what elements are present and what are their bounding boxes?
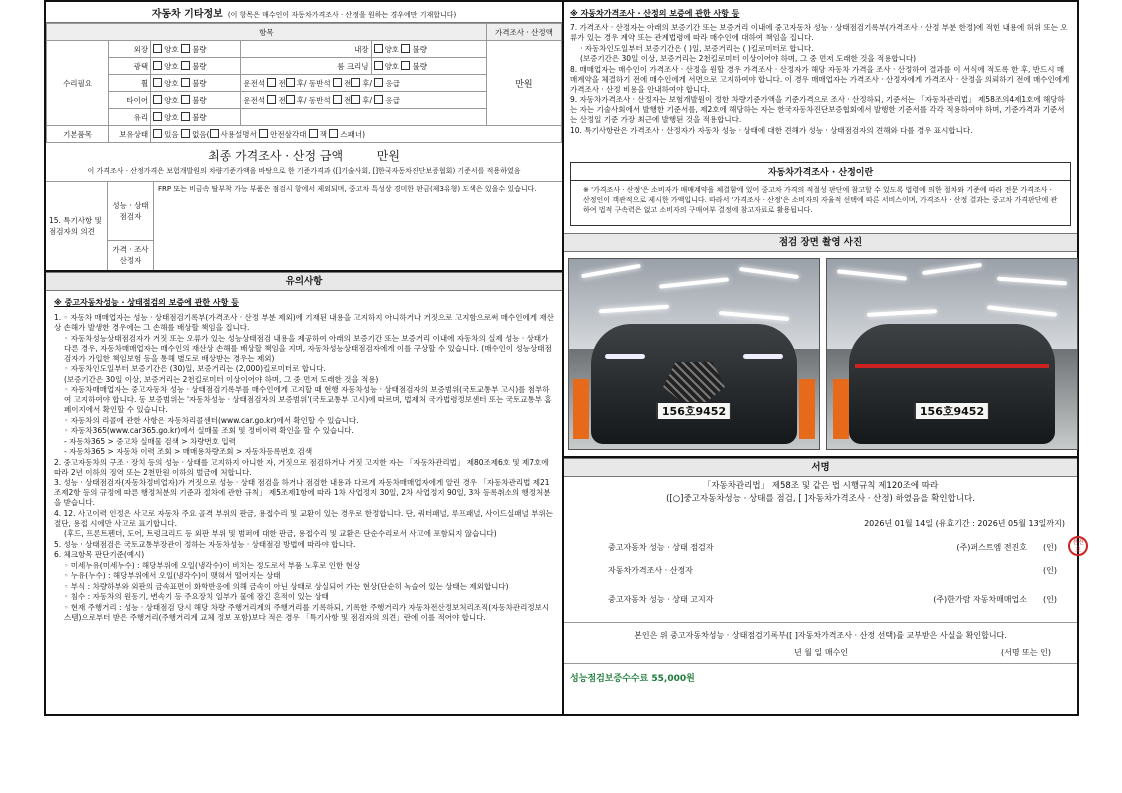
list-item: 6. 체크항목 판단기준(예시) xyxy=(54,550,145,559)
notice-list xyxy=(54,313,556,623)
law-line: 「자동차관리법」 제58조 및 같은 법 시행규칙 제120조에 따라 xyxy=(702,481,939,491)
signature-intro xyxy=(564,480,1077,506)
row-tire-label: 타이어 xyxy=(109,92,151,109)
row-room-label: 룸 크리닝 xyxy=(241,58,371,75)
tire-seats[interactable]: 운전석 전 후/ 동반석 전 후/ 응급 xyxy=(241,92,486,109)
list-item: (후드, 프론트펜더, 도어, 트렁크리드 등 외판 부위 및 범퍼에 대한 판금, 용접수리 및 교환은 단순수리로서 사고에 포함되지 않습니다) xyxy=(64,529,497,538)
exterior-options[interactable]: 양호 불량 xyxy=(151,41,241,58)
list-item: ◦ 침수 : 자동차의 원동기, 변속기 등 주요장치 일부가 물에 잠긴 흔적이 있는 상태 xyxy=(64,592,329,601)
notice-section xyxy=(46,291,562,623)
other-info-title: 자동차 기타정보 xyxy=(151,9,223,20)
inspector-opinion-label: 성능 · 상태 점검자 xyxy=(108,182,154,241)
guarantee-fee: 성능점검보증수수료 55,000원 xyxy=(570,674,695,684)
notice-heading: ※ 중고자동차성능 · 상태점검의 보증에 관한 사항 등 xyxy=(54,298,239,307)
tire-options[interactable]: 양호 불량 xyxy=(151,92,241,109)
gloss-options[interactable]: 양호 불량 xyxy=(151,58,241,75)
rear-photo[interactable] xyxy=(826,258,1078,450)
role-name: (주)퍼스트엠 전진호 xyxy=(956,543,1027,552)
list-item: (보증기간은 30일 이상, 보증거리는 2천킬로미터 이상이어야 하며, 그 중 먼저 도래한 것을 적용) xyxy=(64,374,379,384)
list-item: ◦ 자동차의 리콜에 관한 사항은 자동차리콜센터(www.car.go.kr)에서 확인할 수 있습니다. xyxy=(64,415,359,425)
row-gloss-label: 광택 xyxy=(109,58,151,75)
glass-options[interactable]: 양호 불량 xyxy=(151,109,241,126)
inspection-record-page xyxy=(44,0,1084,716)
inspector-seal: 전진호 xyxy=(1068,536,1088,556)
role-name: (주)한가람 자동차매매업소 xyxy=(933,595,1027,604)
room-options[interactable]: 양호 불량 xyxy=(371,58,486,75)
role-label: 자동차가격조사 · 산정자 xyxy=(608,566,693,575)
signature-role-row xyxy=(608,594,1057,605)
list-item: ◦ 누유(누수) : 해당부위에서 오일(냉각수)이 맺혀서 떨어지는 상태 xyxy=(64,571,281,580)
basic-items-options[interactable]: 있음 없음( 사용설명서 안전삼각대 잭 스패너) xyxy=(151,126,562,143)
interior-options[interactable]: 양호 불량 xyxy=(371,41,486,58)
list-item: - 자동차365 > 자동차 이력 조회 > 매매용차량조회 > 자동차등록번호 검색 xyxy=(64,447,313,456)
row-status-label: 보유상태 xyxy=(109,126,151,143)
front-photo[interactable] xyxy=(568,258,820,450)
photos-band: 점검 장면 촬영 사진 xyxy=(564,233,1077,252)
col-price-header: 가격조사 · 산정액 xyxy=(486,24,561,41)
rear-plate: 156호9452 xyxy=(915,402,989,420)
car-front-view xyxy=(591,324,797,444)
final-price-line xyxy=(46,143,562,164)
list-item: 1. ◦ 자동차 매매업자는 성능 · 상태점검기록부(가격조사 · 산정 부분 제외)에 기재된 내용을 고지하지 아니하거나 거짓으로 고지함으로써 매수인에게 재산상 손해가 발생한 경우에는 그 손해를 배상할 책임을 집니다. xyxy=(54,313,554,332)
final-price-section xyxy=(46,143,562,182)
car-rear-view xyxy=(849,324,1055,444)
list-item: ◦ 미세누유(미세누수) : 해당부위에 오일(냉각수)이 비치는 정도로서 부품 노후로 인한 현상 xyxy=(64,560,361,570)
row-wheel-label: 휠 xyxy=(109,75,151,92)
receipt-line: 본인은 위 중고자동차성능 · 상태점검기록부([ ]자동차가격조사 · 산정 선택)를 교부받은 사실을 확인합니다. xyxy=(634,631,1007,640)
date-line: 2026년 01월 14일 (유효기간 : 2026년 05월 13일까지) xyxy=(864,519,1065,528)
other-info-header xyxy=(46,2,562,23)
list-item: (보증기간은 30일 이상, 보증거리는 2천킬로미터 이상이어야 하며, 그 중 먼저 도래한 것을 적용합니다) xyxy=(580,54,917,63)
confirm-line: ([○]중고자동차성능 · 상태를 점검, [ ]자동차가격조사 · 산정) 하였음을 확인합니다. xyxy=(666,494,975,504)
appraisal-info-box xyxy=(570,162,1071,226)
other-info-table xyxy=(46,23,562,143)
list-item: ◦ 자동차매매업자는 중고자동차 성능 · 상태점검기록부를 매수인에게 고지할 때 현행 자동차성능 · 상태점검자의 보증범위(국토교통부 고시)를 첨부하여 고지하여야 합니다. 동 보증범위는 '자동차성능 · 상태점검자의 보증범위'(국토교통부 고시)에 따르며, 법제처 국가법령정보센터 또는 국토교통부 홈페이지에서 확인할 수 있습니다. xyxy=(64,385,552,414)
list-item: ◦ 자동차365(www.car365.go.kr)에서 실매물 조회 및 정비이력 확인을 할 수 있습니다. xyxy=(64,426,354,435)
appraisal-box-text: ※ '가격조사 · 산정'은 소비자가 매매계약을 체결함에 있어 중고차 가격의 적절성 판단에 참고할 수 있도록 법령에 의한 절차와 기준에 따라 전문 가격조사 · 산정인이 객관적으로 제시한 가액입니다. 따라서 '가격조사 · 산정'은 소비자의 자율적 선택에 따른 서비스이며, 가격조사 · 산정 결과는 중고차 가격판단에 관하여 법적 구속력은 없고 소비자의 구매여부 결정에 참고자료로 활용됩니다. xyxy=(583,186,1058,214)
signature-band: 서명 xyxy=(564,458,1077,477)
list-item: 5. 성능 · 상태점검은 국토교통부장관이 정하는 자동차성능 · 상태점검 방법에 따라야 합니다. xyxy=(54,539,356,549)
role-label: 중고자동차 성능 · 상태 점검자 xyxy=(608,543,714,552)
list-item: ◦ 자동차인도일부터 보증기간은 (30)일, 보증거리는 (2,000)킬로미터로 합니다. xyxy=(64,364,326,373)
list-item: 8. 매매업자는 매수인이 가격조사 · 산정을 원할 경우 가격조사 · 산정자가 해당 자동차 가격을 조사 · 산정하여 결과를 이 서식에 적도록 한 후, 반드시 매매계약을 체결하기 전에 매수인에게 서면으로 고지하여야 합니다. 이 경우 매매업자는 가격조사 · 산정자에게 가격조사 · 산정을 의뢰하기 전에 매수인에게 가격조사 · 산정 비용을 안내하여야 합니다. xyxy=(570,64,1070,94)
role-sign[interactable]: (인) xyxy=(1043,566,1057,575)
list-item: 2. 중고자동차의 구조 · 장치 등의 성능 · 상태를 고지하지 아니한 자, 거짓으로 점검하거나 거짓 고지한 자는 「자동차관리법」 제80조제6호 및 제7호에 따라 2년 이하의 징역 또는 2천만원 이하의 벌금에 처합니다. xyxy=(54,457,549,477)
row-exterior-label: 외장 xyxy=(109,41,151,58)
other-info-subtitle: (이 항목은 매수인이 자동차가격조사 · 산정을 원하는 경우에만 기재합니다) xyxy=(227,11,457,19)
left-column xyxy=(46,2,564,714)
front-plate: 156호9452 xyxy=(657,402,731,420)
list-item: - 자동차365 > 중고차 실매물 검색 > 차량번호 입력 xyxy=(64,436,236,446)
group-repair-label: 수리필요 xyxy=(47,41,109,126)
list-item: 7. 가격조사 · 산정자는 아래의 보증기간 또는 보증거리 이내에 중고자동차 성능 · 상태점검기록부(가격조사 · 산정 부분 한정)에 적힌 내용에 허위 또는 오류가 있는 경우 계약 또는 관계법령에 따라 매수인에 대하여 책임을 집니다. xyxy=(570,23,1068,42)
list-item: · 자동차인도일부터 보증기간은 ( )일, 보증거리는 ( )킬로미터로 합니다. xyxy=(580,43,814,53)
receipt-date: 년 월 일 매수인 xyxy=(794,648,848,657)
list-item: 3. 성능 · 상태점검자(자동차정비업자)가 거짓으로 성능 · 상태 점검을 하거나 점검한 내용과 다르게 자동차매매업자에게 알린 경우 「자동차관리법 제21조제2항 등의 규정에 따른 행정처분의 기준과 절차에 관한 규칙」 제5조제1항에 따라 1차 사업정지 30일, 2차 사업정지 90일, 3차 등록취소의 행정처분을 받습니다. xyxy=(54,478,551,507)
group-basic-label: 기본품목 xyxy=(47,126,109,143)
role-sign[interactable]: (인) xyxy=(1043,595,1057,604)
final-price-unit[interactable]: 만원 xyxy=(376,149,400,163)
list-item: ◦ 현재 주행거리 : 성능 · 상태점검 당시 해당 차량 주행거리계의 주행거리를 기록하되, 기록한 주행거리가 자동차전산정보처리조직(자동차관리정보시스템)으로부터 받은 주행거리(주행거리계 교체 정보 포함)보다 적은 경우 「특기사항 및 점검자의 의견」란에 이를 적어야 합니다. xyxy=(64,602,550,622)
wheel-seats[interactable]: 운전석 전 후/ 동반석 전 후/ 응급 xyxy=(241,75,486,92)
price-notice-section xyxy=(564,2,1077,136)
signature-role-row xyxy=(608,542,1057,553)
list-item: 9. 자동차가격조사 · 산정자는 보험개발원이 정한 차량기준가액을 기준가격으로 조사 · 산정하되, 기준서는 「자동차관리법」 제58조의4제1호에 해당하는 자는 기술사회에서 발행한 기준서를, 제2호에 해당하는 자는 한국자동차진단보증협회에서 발행한 기준서를 각각 적용하여야 하며, 기준가격과 기준서는 산정일 기준 가장 최근에 발행된 것을 적용합니다. xyxy=(570,95,1065,124)
final-price-note: 이 가격조사 · 산정가격은 보험개발원의 차량기준가액을 바탕으로 한 기준가격과 ([]기술사회, []한국자동차진단보증협회) 기준서를 적용하였음 xyxy=(87,167,521,175)
list-item: ◦ 부식 : 차량하부와 외판의 금속표면이 화학반응에 의해 금속이 아닌 상태로 상실되어 가는 현상(단순히 녹슬어 있는 상태는 제외합니다) xyxy=(64,581,509,591)
receipt-sign[interactable]: (서명 또는 인) xyxy=(1001,648,1051,657)
final-price-title: 최종 가격조사 · 산정 금액 xyxy=(208,149,344,163)
role-sign[interactable]: (인) xyxy=(1043,543,1057,552)
row-interior-label: 내장 xyxy=(241,41,371,58)
price-notice-list xyxy=(570,23,1071,136)
signature-role-row xyxy=(608,565,1057,576)
col-item-header: 항목 xyxy=(47,24,487,41)
list-item: ◦ 자동차성능상태점검자가 거짓 또는 오류가 있는 성능상태점검 내용을 제공하여 아래의 보증기간 또는 보증거리 이내에 자동차의 실제 성능 · 상태가 다른 경우, 자동차매매업자는 매수인의 재산상 손해를 배상할 책임을 지며, 자동차성능상태점검자에게 이를 구상할 수 있습니다. (매수인이 성능상태점검자가 가입한 책임보험 등을 통해 별도로 배상받는 경우는 제외) xyxy=(64,333,552,363)
appraisal-box-title: 자동차가격조사 · 산정이란 xyxy=(571,163,1070,181)
role-label: 중고자동차 성능 · 상태 고지자 xyxy=(608,595,714,604)
wheel-options[interactable]: 양호 불량 xyxy=(151,75,241,92)
notice-band: 유의사항 xyxy=(46,272,562,291)
appraiser-opinion-label: 가격 · 조사 산정자 xyxy=(108,240,154,270)
special-notes-label: 15. 특기사항 및 점검자의 의견 xyxy=(46,182,108,270)
price-unit[interactable]: 만원 xyxy=(486,41,561,126)
list-item: 4. 12. 사고이력 인정은 사고로 자동차 주요 골격 부위의 판금, 용접수리 및 교환이 있는 경우로 한정합니다. 단, 쿼터패널, 루프패널, 사이드실패널 부위는 절단, 용접 시에만 사고로 표기합니다. xyxy=(54,508,553,528)
list-item: 10. 특기사항란은 가격조사 · 산정자가 자동차 성능 · 상태에 대한 견해가 성능 · 상태점검자의 견해와 다를 경우 표시합니다. xyxy=(570,125,973,135)
row-glass-label: 유리 xyxy=(109,109,151,126)
special-notes-section xyxy=(46,182,562,272)
right-column xyxy=(564,2,1084,714)
inspector-opinion-text[interactable]: FRP 또는 비금속 탈부착 가능 부품은 점검시 항에서 제외되며, 중고차 특성상 경미한 판금(제3유형) 도색은 있을수 있습니다. xyxy=(158,185,537,193)
price-notice-heading: ※ 자동차가격조사 · 산정의 보증에 관한 사항 등 xyxy=(570,9,740,18)
